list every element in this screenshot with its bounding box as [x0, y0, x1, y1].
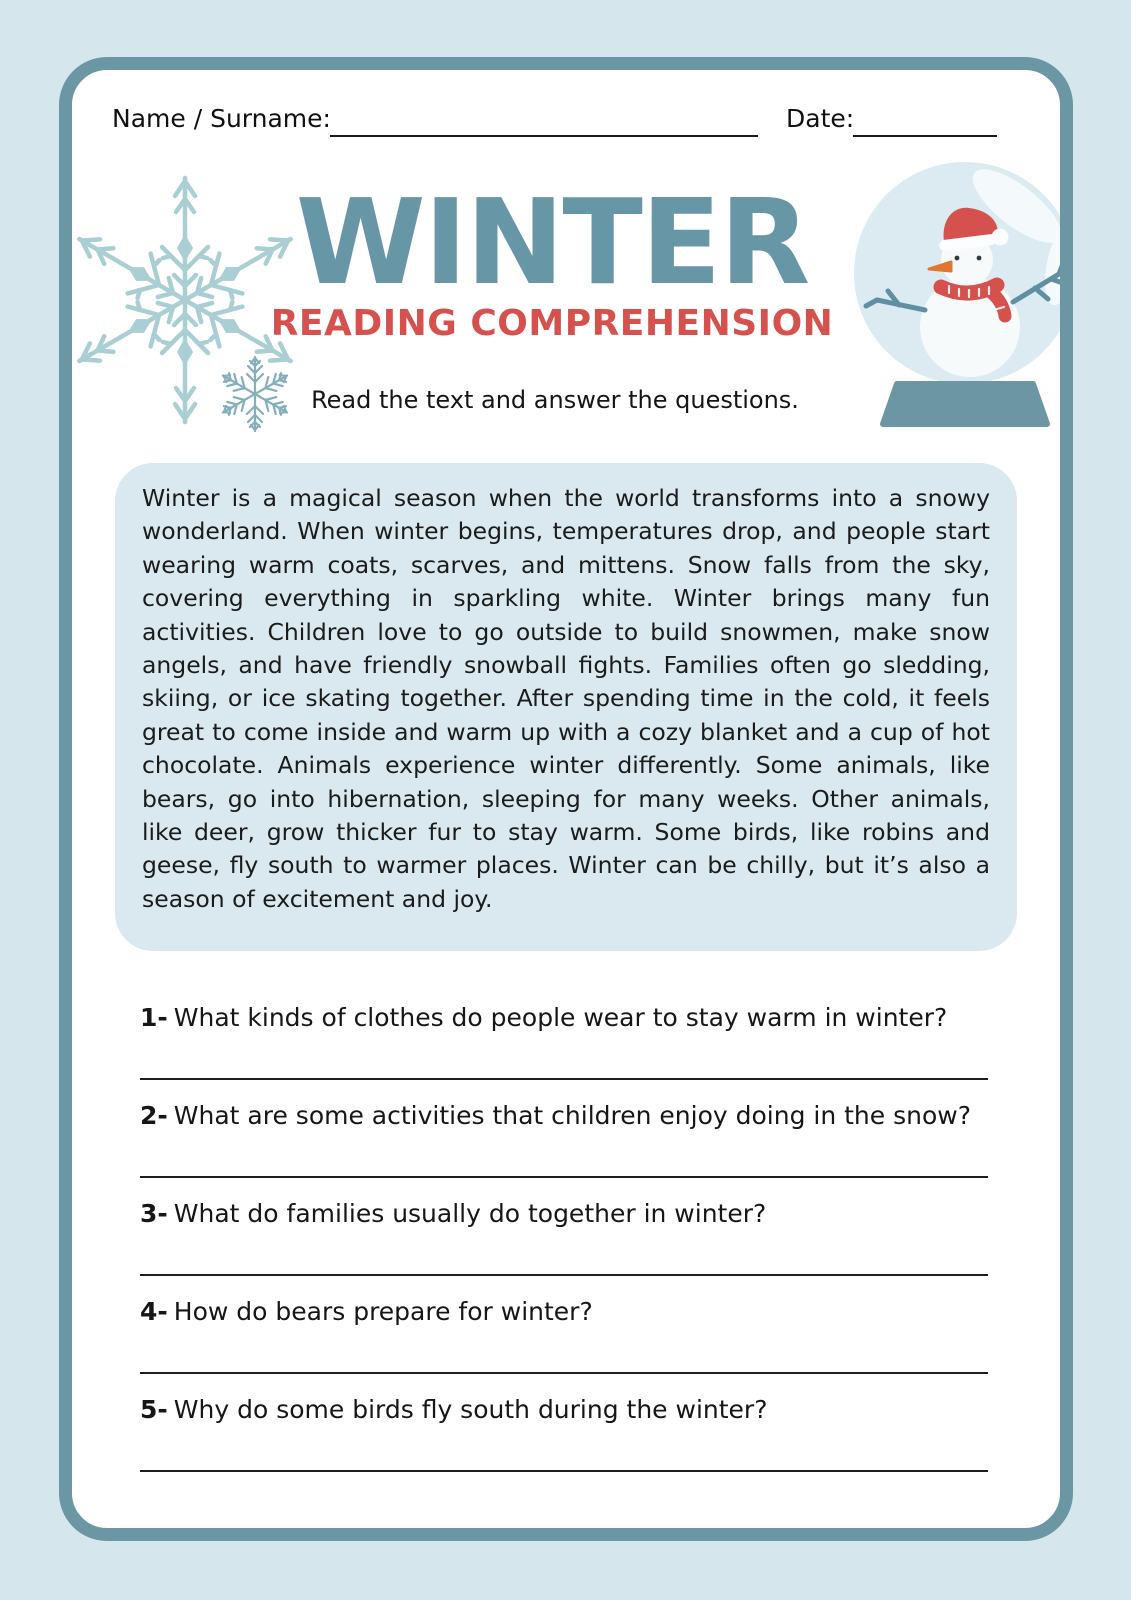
question-text: Why do some birds fly south during the winter? [173, 1395, 768, 1424]
question-1 [140, 1003, 1000, 1032]
question-text: What are some activities that children enjoy doing in the snow? [173, 1101, 971, 1130]
instruction-text: Read the text and answer the questions. [311, 386, 799, 414]
question-text: What do families usually do together in winter? [173, 1199, 767, 1228]
question-number: 4- [140, 1297, 168, 1326]
question-text: How do bears prepare for winter? [173, 1297, 593, 1326]
question-number: 2- [140, 1101, 168, 1130]
answer-line-3[interactable] [140, 1274, 988, 1276]
answer-line-2[interactable] [140, 1176, 988, 1178]
answer-line-4[interactable] [140, 1372, 988, 1374]
question-2 [140, 1101, 1000, 1130]
snow-globe-snowman-icon [845, 152, 1073, 442]
question-number: 3- [140, 1199, 168, 1228]
question-4 [140, 1297, 1000, 1326]
answer-line-5[interactable] [140, 1470, 988, 1472]
page-subtitle: READING COMPREHENSION [270, 303, 834, 344]
name-blank-line[interactable] [330, 135, 758, 137]
question-5 [140, 1395, 1000, 1424]
page-title: WINTER [295, 173, 809, 311]
question-text: What kinds of clothes do people wear to stay warm in winter? [173, 1003, 948, 1032]
question-number: 1- [140, 1003, 168, 1032]
date-label: Date: [786, 104, 855, 133]
reading-passage-box [115, 463, 1017, 951]
date-blank-line[interactable] [853, 135, 997, 137]
question-3 [140, 1199, 1000, 1228]
worksheet-card [59, 57, 1073, 1541]
reading-passage-text: Winter is a magical season when the world transforms into a snowy wonderland. When winter begins, temperatures drop, and people start wearing warm coats, scarves, and mittens. Snow falls from the sky, covering everything in sparkling white. Winter brings many fun activities. Children love to go outside to build snowmen, make snow angels, and have friendly snowball fights. Families often go sledding, skiing, or ice skating together. After spending time in the cold, it feels great to come inside and warm up with a cozy blanket and a cup of hot chocolate. Animals experience winter differently. Some animals, like bears, go into hibernation, sleeping for many weeks. Other animals, like deer, grow thicker fur to stay warm. Some birds, like robins and geese, fly south to warmer places. Winter can be chilly, but it’s also a season of excitement and joy. [142, 484, 990, 913]
question-number: 5- [140, 1395, 168, 1424]
answer-line-1[interactable] [140, 1078, 988, 1080]
name-surname-label: Name / Surname: [112, 104, 331, 133]
